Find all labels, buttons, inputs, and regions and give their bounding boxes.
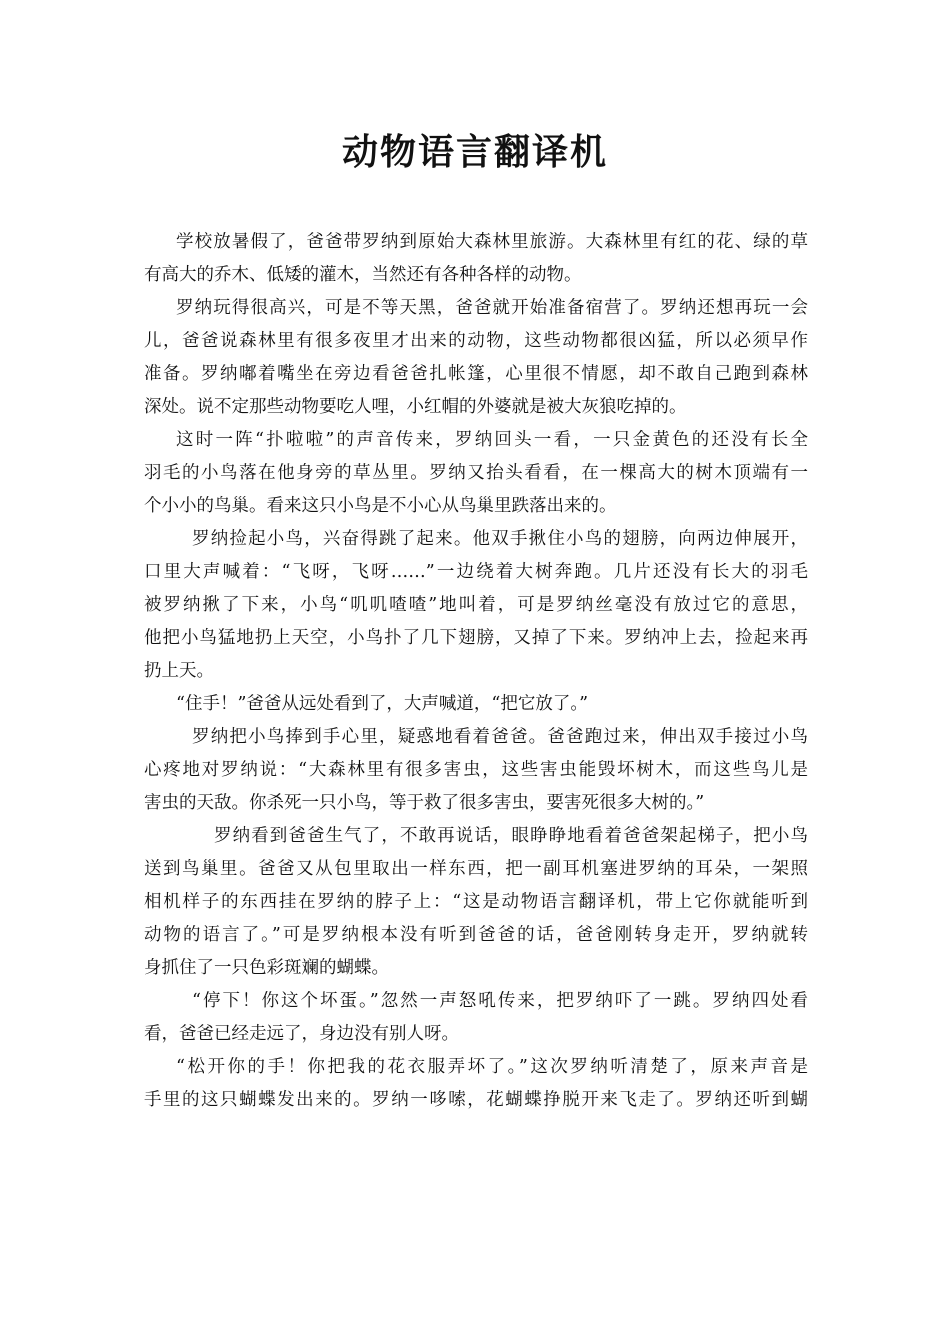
text-line: 手里的这只蝴蝶发出来的。罗纳一哆嗦，花蝴蝶挣脱开来飞走了。罗纳还听到蝴 xyxy=(144,1090,808,1110)
text-line: 这时一阵“扑啦啦”的声音传来，罗纳回头一看，一只金黄色的还没有长全 xyxy=(176,430,808,450)
text-line: 身抓住了一只色彩斑斓的蝴蝶。 xyxy=(144,958,389,978)
text-line: 他把小鸟猛地扔上天空，小鸟扑了几下翅膀，又掉了下来。罗纳冲上去，捡起来再 xyxy=(144,628,808,648)
text-line: 看，爸爸已经走远了，身边没有别人呀。 xyxy=(144,1024,459,1044)
text-line: 儿，爸爸说森林里有很多夜里才出来的动物，这些动物都很凶猛，所以必须早作 xyxy=(144,331,808,351)
text-line: 罗纳把小鸟捧到手心里，疑惑地看着爸爸。爸爸跑过来，伸出双手接过小鸟 xyxy=(192,727,808,747)
text-line: 被罗纳揪了下来，小鸟“叽叽喳喳”地叫着，可是罗纳丝毫没有放过它的意思， xyxy=(144,595,808,615)
text-line: “停下！你这个坏蛋。”忽然一声怒吼传来，把罗纳吓了一跳。罗纳四处看 xyxy=(192,991,808,1011)
text-line: 动物的语言了。”可是罗纳根本没有听到爸爸的话，爸爸刚转身走开，罗纳就转 xyxy=(144,925,808,945)
text-line: 罗纳看到爸爸生气了，不敢再说话，眼睁睁地看着爸爸架起梯子，把小鸟 xyxy=(214,826,808,846)
text-line: 口里大声喊着：“飞呀，飞呀……”一边绕着大树奔跑。几片还没有长大的羽毛 xyxy=(144,562,808,582)
text-line: “松开你的手！你把我的花衣服弄坏了。”这次罗纳听清楚了，原来声音是 xyxy=(176,1057,808,1077)
text-line: 准备。罗纳嘟着嘴坐在旁边看爸爸扎帐篷，心里很不情愿，却不敢自己跑到森林 xyxy=(144,364,808,384)
text-line: 羽毛的小鸟落在他身旁的草丛里。罗纳又抬头看看，在一棵高大的树木顶端有一 xyxy=(144,463,808,483)
text-line: 罗纳捡起小鸟，兴奋得跳了起来。他双手揪住小鸟的翅膀，向两边伸展开， xyxy=(192,529,808,549)
document-title: 动物语言翻译机 xyxy=(341,131,608,173)
text-line: 个小小的鸟巢。看来这只小鸟是不小心从鸟巢里跌落出来的。 xyxy=(144,496,617,516)
text-line: 有高大的乔木、低矮的灌木，当然还有各种各样的动物。 xyxy=(144,265,582,285)
text-line: 相机样子的东西挂在罗纳的脖子上：“这是动物语言翻译机，带上它你就能听到 xyxy=(144,892,808,912)
text-line: 扔上天。 xyxy=(144,661,214,681)
text-line: 罗纳玩得很高兴，可是不等天黑，爸爸就开始准备宿营了。罗纳还想再玩一会 xyxy=(176,298,808,318)
text-line: 送到鸟巢里。爸爸又从包里取出一样东西，把一副耳机塞进罗纳的耳朵，一架照 xyxy=(144,859,808,879)
text-line: 学校放暑假了，爸爸带罗纳到原始大森林里旅游。大森林里有红的花、绿的草 xyxy=(176,232,808,252)
text-line: “住手！”爸爸从远处看到了，大声喊道，“把它放了。” xyxy=(176,694,589,714)
text-line: 害虫的天敌。你杀死一只小鸟，等于救了很多害虫，要害死很多大树的。” xyxy=(144,793,705,813)
text-line: 深处。说不定那些动物要吃人哩，小红帽的外婆就是被大灰狼吃掉的。 xyxy=(144,397,687,417)
text-line: 心疼地对罗纳说：“大森林里有很多害虫，这些害虫能毁坏树木，而这些鸟儿是 xyxy=(144,760,808,780)
story-body xyxy=(144,226,808,1117)
